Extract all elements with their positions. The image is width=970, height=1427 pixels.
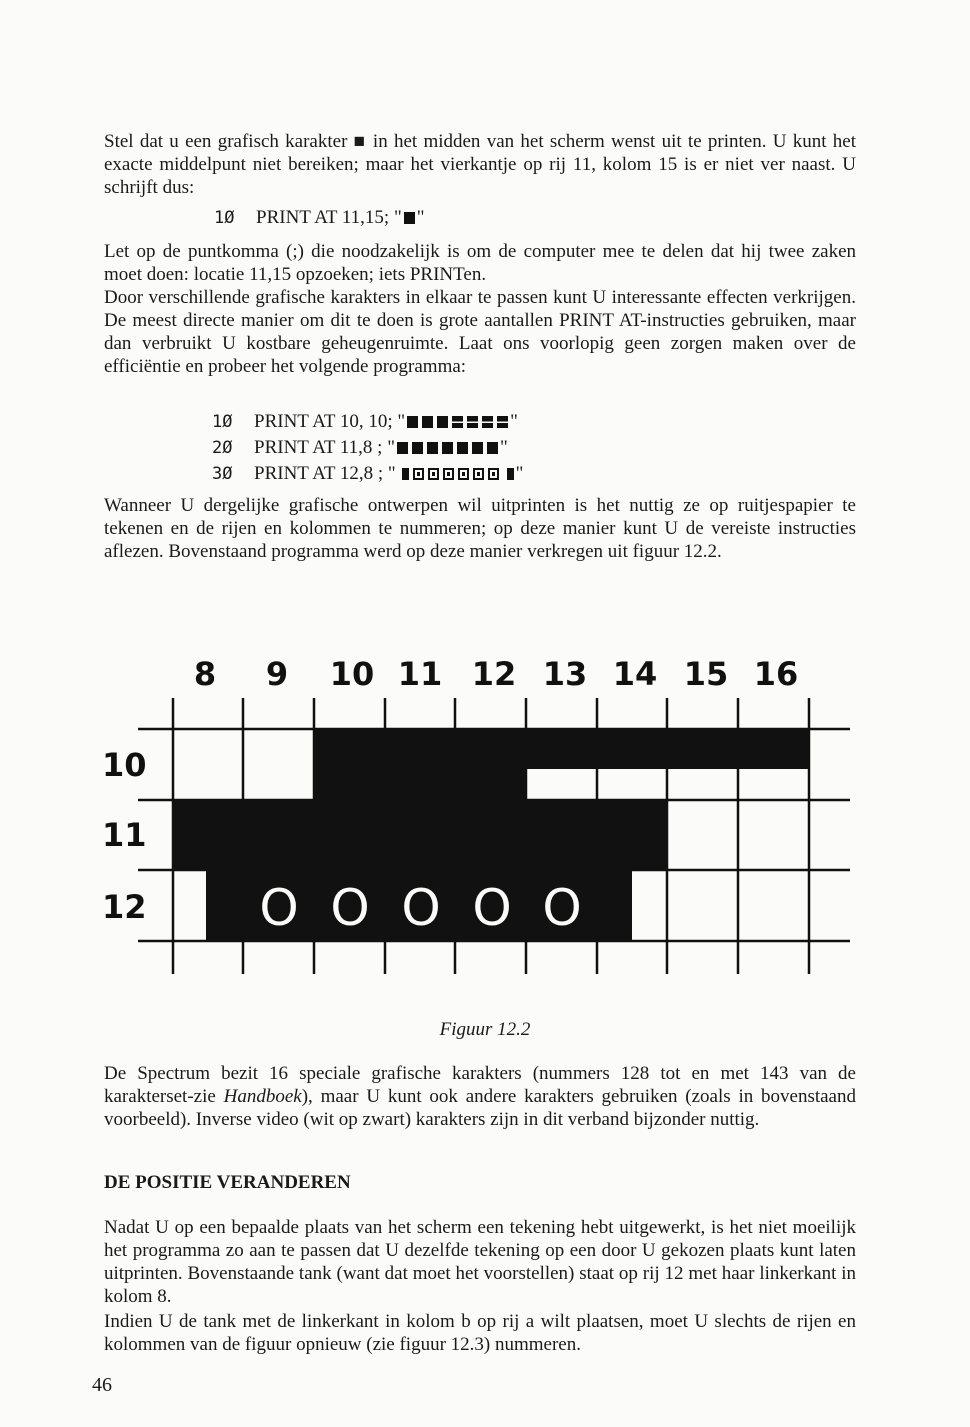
- intro-paragraph: Stel dat u een grafisch karakter ■ in het midden van het scherm wenst uit te printen. U kunt het exacte middelpunt niet bereiken; maar het vierkantje op rij 11, kolom 15 is er niet ver naast. U schrijft dus:: [104, 131, 856, 198]
- code-line-1: 1Ø PRINT AT 11,15; " ": [214, 207, 425, 228]
- code-text: PRINT AT 12,8 ; ": [254, 463, 396, 484]
- page-number: 46: [92, 1374, 112, 1396]
- code-line-10: 1Ø PRINT AT 10, 10; " ": [212, 411, 518, 432]
- tank-grid-figure: [98, 640, 858, 990]
- wheel: O: [330, 879, 370, 937]
- figure-caption: Figuur 12.2: [439, 1019, 531, 1040]
- col-label: 8: [193, 655, 217, 693]
- wheel: O: [542, 879, 582, 937]
- effects-paragraph: Door verschillende grafische karakters in elkaar te passen kunt U interessante effecten verkrijgen. De meest directe manier om dit te doen is grote aantallen PRINT AT-instructies gebruiken, maar dan verbruikt U kostbare geheugenruimte. Laat ons voorlopig geen zorgen maken over de efficiëntie en probeer het volgende programma:: [104, 287, 856, 377]
- col-label: 14: [612, 655, 658, 693]
- code-line-30: 3Ø PRINT AT 12,8 ; " ": [212, 463, 524, 484]
- tank-hull: [173, 800, 667, 870]
- row-label: 11: [102, 816, 147, 854]
- semicolon-paragraph: Let op de puntkomma (;) die noodzakelijk is om de computer mee te delen dat hij twee zaken moet doen: locatie 11,15 opzoeken; iets PRINTen.: [104, 241, 856, 285]
- section-heading: DE POSITIE VERANDEREN: [104, 1172, 351, 1193]
- wheel: O: [472, 879, 512, 937]
- wheel: O: [259, 879, 299, 937]
- tank-turret-left: [314, 729, 526, 800]
- col-label: 15: [683, 655, 729, 693]
- col-label: 13: [542, 655, 588, 693]
- col-label: 12: [471, 655, 517, 693]
- code-text: PRINT AT 11,15; ": [256, 207, 402, 228]
- row-label: 12: [102, 888, 147, 926]
- code-text: PRINT AT 10, 10; ": [254, 411, 406, 432]
- col-label: 9: [265, 655, 289, 693]
- spectrum-paragraph: De Spectrum bezit 16 speciale grafische karakters (nummers 128 tot en met 143 van de karakterset-zie Handboek), maar U kunt ook andere karakters gebruiken (zoals in bovenstaand voorbeeld). Inverse video (wit op zwart) karakters zijn in dit verband bijzonder nuttig.: [104, 1063, 856, 1130]
- row-label: 10: [102, 746, 147, 784]
- block-glyph: [404, 212, 415, 224]
- position-paragraph: Nadat U op een bepaalde plaats van het scherm een tekening hebt uitgewerkt, is het niet moeilijk het programma zo aan te passen dat U dezelfde tekening op een door U gekozen plaats kunt laten uitprinten. Bovenstaande tank (want dat moet het voorstellen) staat op rij 12 met haar linkerkant in kolom 8.: [104, 1217, 856, 1307]
- code-line-20: 2Ø PRINT AT 11,8 ; " ": [212, 437, 508, 458]
- col-label: 16: [753, 655, 799, 693]
- wheel: O: [401, 879, 441, 937]
- col-label: 10: [329, 655, 375, 693]
- code-text: PRINT AT 11,8 ; ": [254, 437, 395, 458]
- grid-paper-paragraph: Wanneer U dergelijke grafische ontwerpen wil uitprinten is het nuttig ze op ruitjespapier te tekenen en de rijen en kolommen te nummeren; op deze manier kunt U de vereiste instructies aflezen. Bovenstaand programma werd op deze manier verkregen uit figuur 12.2.: [104, 495, 856, 562]
- col-label: 11: [397, 655, 443, 693]
- column-paragraph: Indien U de tank met de linkerkant in kolom b op rij a wilt plaatsen, moet U slechts de rijen en kolommen van de figuur opnieuw (zie figuur 12.3) nummeren.: [104, 1311, 856, 1355]
